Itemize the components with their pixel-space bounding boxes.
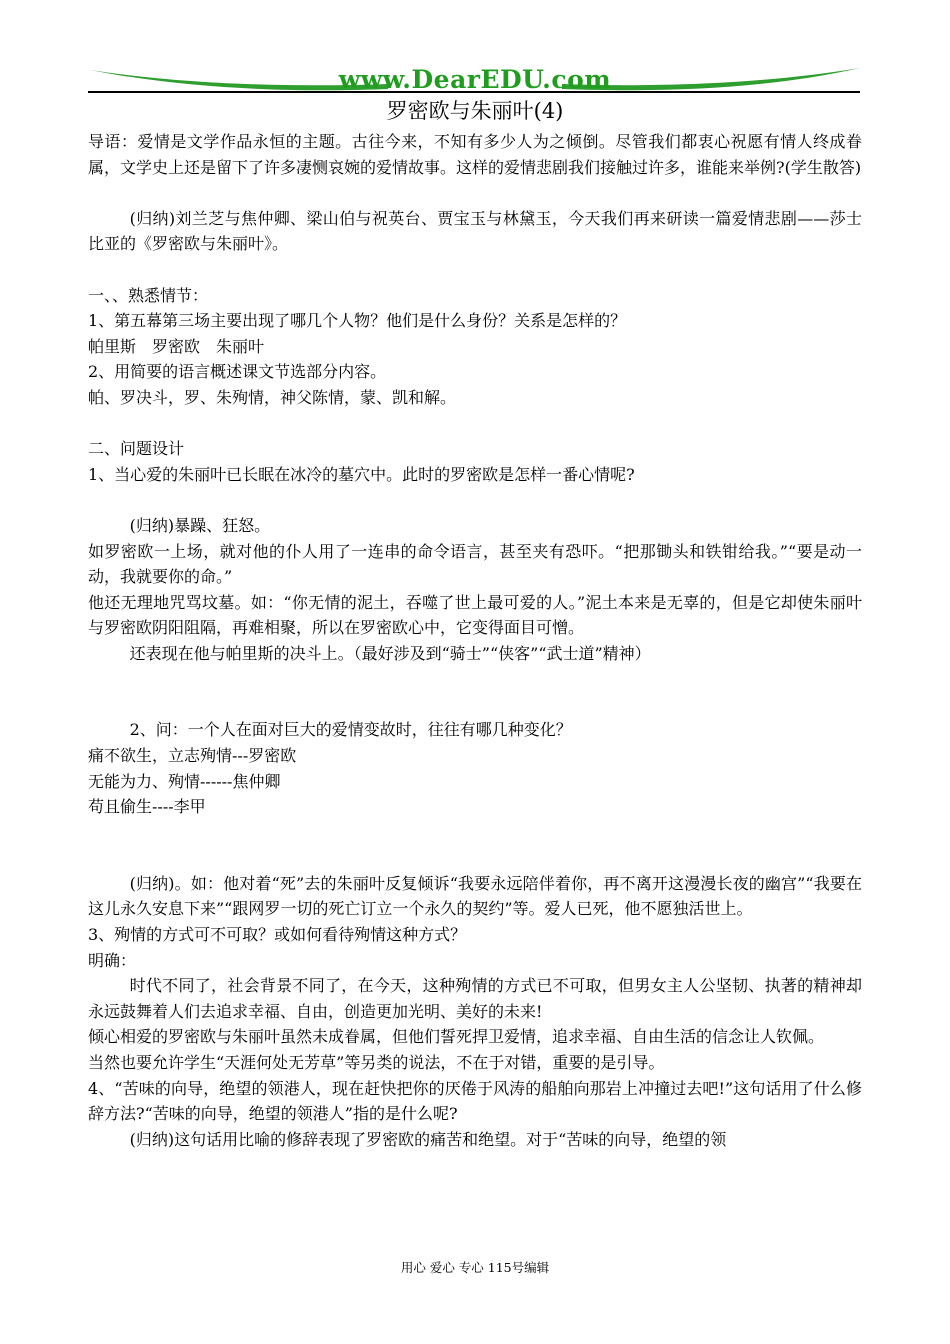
question-2-3: 3、殉情的方式可不可取？或如何看待殉情这种方式？: [88, 925, 467, 945]
answer-2-3-label: 明确：: [88, 950, 137, 970]
site-header-banner: [88, 58, 862, 100]
header-rule: [88, 91, 860, 93]
answer-2-1-detail-a: 如罗密欧一上场，就对他的仆人用了一连串的命令语言，甚至夹有恐吓。“把那锄头和铁钳给我。”“要是动一动，我就要你的命。”: [88, 541, 862, 587]
answer-2-4: (归纳)这句话用比喻的修辞表现了罗密欧的痛苦和绝望。对于“苦味的向导，绝望的领: [129, 1129, 727, 1149]
answer-1-1: 帕里斯 罗密欧 朱丽叶: [88, 336, 265, 356]
answer-2-2-b: 无能为力、殉情------焦仲卿: [88, 771, 281, 791]
paragraph-intro: 导语：爱情是文学作品永恒的主题。古往今来，不知有多少人为之倾倒。尽管我们都衷心祝愿有情人终成眷属，文学史上还是留下了许多凄恻哀婉的爱情故事。这样的爱情悲剧我们接触过许多，谁能来举例?(学生散答): [88, 132, 862, 177]
answer-2-2-summary: (归纳)。如：他对着“死”去的朱丽叶反复倾诉“我要永远陪伴着你，再不离开这漫漫长夜的幽宫”“我要在这儿永久安息下来”“跟网罗一切的死亡订立一个永久的契约”等。爱人已死，他不愿独活世上。: [88, 873, 862, 919]
site-logo: www.DearEDU.com: [338, 65, 612, 94]
answer-2-2-c: 苟且偷生----李甲: [88, 797, 206, 817]
question-1-2: 2、用简要的语言概述课文节选部分内容。: [88, 362, 387, 382]
question-2-4: 4、“苦味的向导，绝望的领港人，现在赶快把你的厌倦于风涛的船舶向那岩上冲撞过去吧!”这句话用了什么修辞方法?“苦味的向导，绝望的领港人”指的是什么呢?: [88, 1078, 862, 1124]
document-title: 罗密欧与朱丽叶(4): [386, 99, 564, 123]
paragraph-summary: (归纳)刘兰芝与焦仲卿、梁山伯与祝英台、贾宝玉与林黛玉，今天我们再来研读一篇爱情悲剧——莎士比亚的《罗密欧与朱丽叶》。: [88, 208, 862, 254]
section-heading-1: 一、、熟悉情节：: [88, 285, 209, 305]
answer-2-3-c: 当然也要允许学生“天涯何处无芳草”等另类的说法，不在于对错，重要的是引导。: [88, 1053, 665, 1072]
section-heading-2: 二、问题设计: [88, 439, 185, 459]
answer-2-1-detail-c: 还表现在他与帕里斯的决斗上。（最好涉及到“骑士”“侠客”“武士道”精神）: [129, 643, 651, 663]
question-1-1: 1、第五幕第三场主要出现了哪几个人物？他们是什么身份？关系是怎样的？: [88, 311, 627, 331]
answer-2-2-a: 痛不欲生，立志殉情---罗密欧: [88, 746, 297, 766]
answer-1-2: 帕、罗决斗，罗、朱殉情，神父陈情，蒙、凯和解。: [88, 387, 457, 407]
question-2-1: 1、当心爱的朱丽叶已长眠在冰冷的墓穴中。此时的罗密欧是怎样一番心情呢?: [88, 464, 635, 484]
answer-2-3-a: 时代不同了，社会背景不同了，在今天，这种殉情的方式已不可取，但男女主人公坚韧、执著的精神却永远鼓舞着人们去追求幸福、自由，创造更加光明、美好的未来!: [88, 976, 862, 1021]
page-footer: 用心 爱心 专心 115号编辑: [400, 1260, 550, 1275]
answer-2-3-b: 倾心相爱的罗密欧与朱丽叶虽然未成眷属，但他们誓死捍卫爱情，追求幸福、自由生活的信念让人钦佩。: [88, 1027, 825, 1047]
answer-2-1-summary: (归纳)暴躁、狂怒。: [129, 515, 271, 535]
answer-2-1-detail-b: 他还无理地咒骂坟墓。如：“你无情的泥土，吞噬了世上最可爱的人。”泥土本来是无辜的，但是它却使朱丽叶与罗密欧阴阳阻隔，再难相聚，所以在罗密欧心中，它变得面目可憎。: [88, 592, 862, 638]
document-body: [88, 129, 862, 1152]
question-2-2: 2、问：一个人在面对巨大的爱情变故时，往往有哪几种变化？: [129, 720, 572, 740]
